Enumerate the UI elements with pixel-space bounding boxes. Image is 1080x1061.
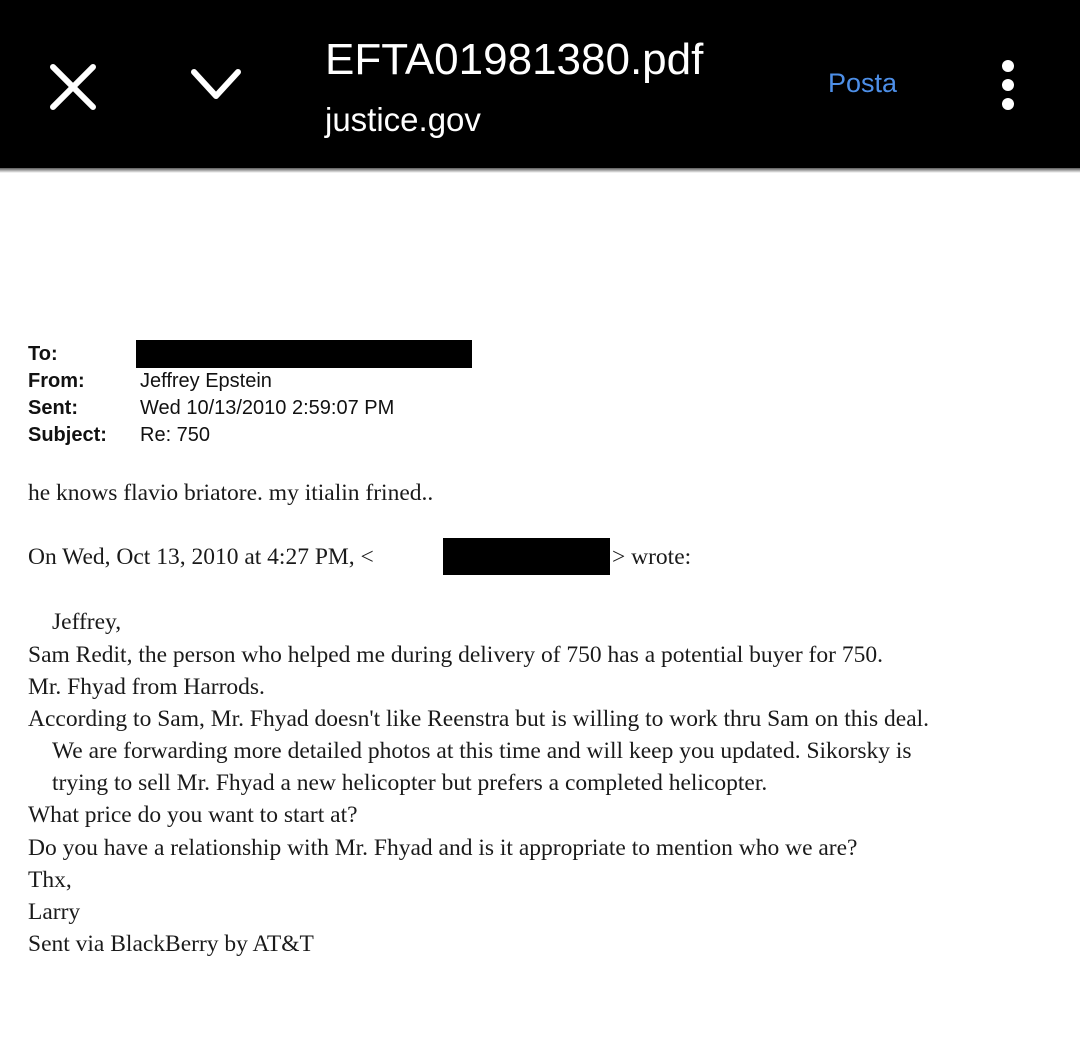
quote-intro-after: > wrote: <box>612 544 692 570</box>
source-domain: justice.gov <box>325 101 481 138</box>
to-redaction <box>136 340 472 368</box>
quoted-line: Sam Redit, the person who helped me during delivery of 750 has a potential buyer for 750. <box>28 642 883 668</box>
quoted-line: We are forwarding more detailed photos at this time and will keep you updated. Sikorsky is <box>52 738 912 764</box>
quoted-line: Do you have a relationship with Mr. Fhyad and is it appropriate to mention who we are? <box>28 835 858 861</box>
from-label: From: <box>28 370 85 392</box>
file-name-title: EFTA01981380.pdf <box>325 35 704 84</box>
to-label: To: <box>28 343 58 365</box>
quoted-line: Thx, <box>28 867 72 893</box>
more-vert-icon[interactable] <box>986 56 1030 116</box>
from-value: Jeffrey Epstein <box>140 370 272 392</box>
quoted-line: What price do you want to start at? <box>28 802 358 828</box>
sent-label: Sent: <box>28 397 78 419</box>
subject-value: Re: 750 <box>140 424 211 446</box>
sender-redaction <box>443 538 610 575</box>
quoted-line: Jeffrey, <box>52 609 122 635</box>
posta-button[interactable]: Posta <box>828 68 898 98</box>
chevron-down-icon[interactable] <box>186 58 246 110</box>
top-bar-shadow <box>0 168 1080 173</box>
sent-value: Wed 10/13/2010 2:59:07 PM <box>140 397 395 419</box>
quoted-line: Larry <box>28 899 81 925</box>
quoted-line: trying to sell Mr. Fhyad a new helicopter but prefers a completed helicopter. <box>52 770 768 796</box>
close-icon[interactable] <box>44 58 102 116</box>
quote-intro-before: On Wed, Oct 13, 2010 at 4:27 PM, < <box>28 544 374 570</box>
quoted-line: Sent via BlackBerry by AT&T <box>28 931 314 957</box>
quoted-line: According to Sam, Mr. Fhyad doesn't like Reenstra but is willing to work thru Sam on this deal. <box>28 706 930 732</box>
subject-label: Subject: <box>28 424 107 446</box>
reply-text: he knows flavio briatore. my itialin frined.. <box>28 480 434 506</box>
quoted-line: Mr. Fhyad from Harrods. <box>28 674 265 700</box>
viewer-top-bar <box>0 0 1080 168</box>
